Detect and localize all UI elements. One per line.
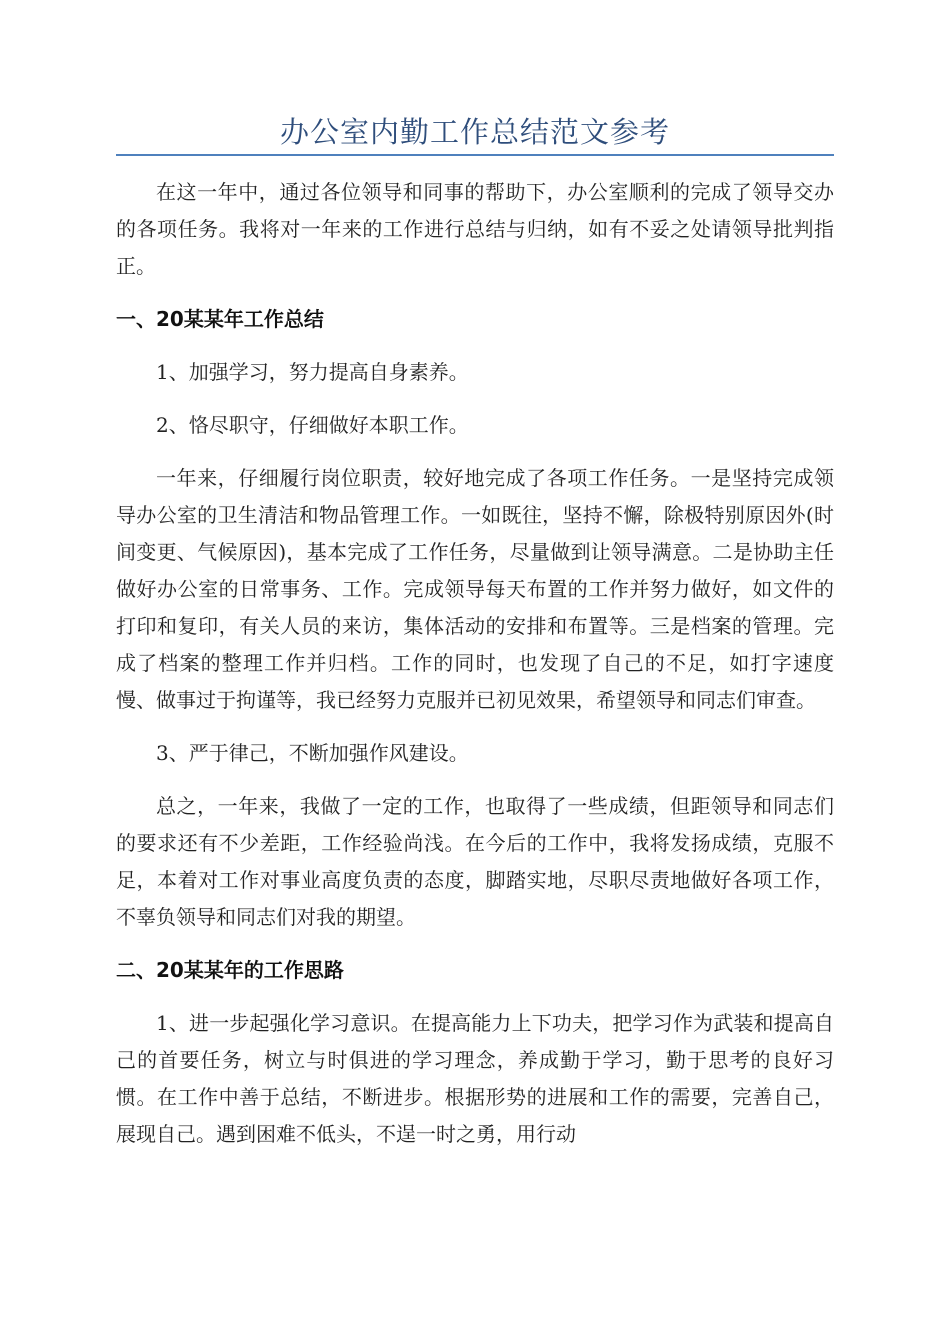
- section-1-item-1: 1、加强学习，努力提高自身素养。: [156, 360, 469, 384]
- section-1-heading: 一、20某某年工作总结: [116, 307, 324, 331]
- section-2-item-1-body: 1、进一步起强化学习意识。在提高能力上下功夫，把学习作为武装和提高自己的首要任务，树立与时俱进的学习理念，养成勤于学习，勤于思考的良好习惯。在工作中善于总结，不断进步。根据形势的进展和工作的需要，完善自己，展现自己。遇到困难不低头，不逞一时之勇，用行动: [116, 1011, 834, 1146]
- section-1-item-2: 2、恪尽职守，仔细做好本职工作。: [156, 413, 469, 437]
- section-1-item-3: 3、严于律己，不断加强作风建设。: [156, 741, 469, 765]
- intro-paragraph: 在这一年中，通过各位领导和同事的帮助下，办公室顺利的完成了领导交办的各项任务。我将对一年来的工作进行总结与归纳，如有不妥之处请领导批判指正。: [116, 180, 834, 278]
- section-1-summary: 总之，一年来，我做了一定的工作，也取得了一些成绩，但距领导和同志们的要求还有不少差距，工作经验尚浅。在今后的工作中，我将发扬成绩，克服不足，本着对工作对事业高度负责的态度，脚踏实地，尽职尽责地做好各项工作，不辜负领导和同志们对我的期望。: [116, 794, 834, 929]
- title-underline: [116, 154, 834, 156]
- section-2-heading: 二、20某某年的工作思路: [116, 958, 344, 982]
- document-body: [116, 174, 834, 1153]
- document-page: [116, 0, 834, 1153]
- page-title: 办公室内勤工作总结范文参考: [279, 115, 670, 149]
- section-1-item-2-body: 一年来，仔细履行岗位职责，较好地完成了各项工作任务。一是坚持完成领导办公室的卫生清洁和物品管理工作。一如既往，坚持不懈，除极特别原因外(时间变更、气候原因)，基本完成了工作任务，尽量做到让领导满意。二是协助主任做好办公室的日常事务、工作。完成领导每天布置的工作并努力做好，如文件的打印和复印，有关人员的来访，集体活动的安排和布置等。三是档案的管理。完成了档案的整理工作并归档。工作的同时，也发现了自己的不足，如打字速度慢、做事过于拘谨等，我已经努力克服并已初见效果，希望领导和同志们审查。: [116, 466, 834, 712]
